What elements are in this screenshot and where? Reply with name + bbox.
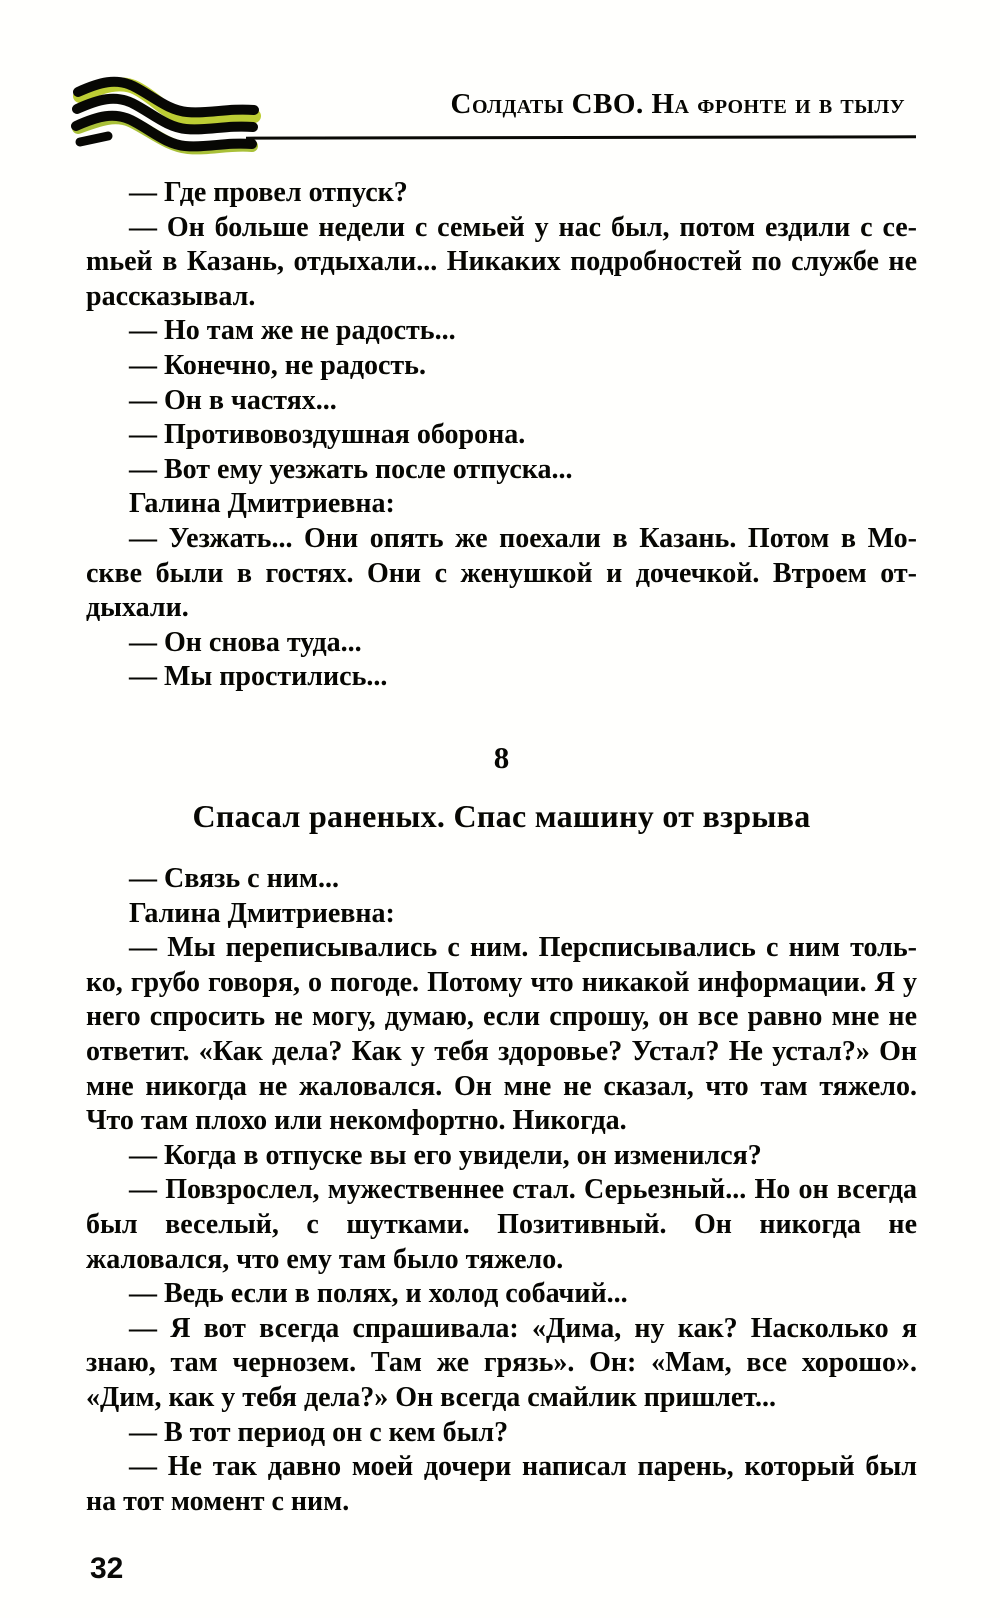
- paragraph: — Не так давно моей дочери написал парень, который был на тот момент с ним.: [86, 1451, 917, 1517]
- page-number: 32: [90, 1552, 124, 1585]
- paragraph: — Связь с ним...: [129, 863, 339, 894]
- chapter-number: 8: [493, 740, 510, 775]
- header-rule: [246, 135, 916, 139]
- paragraph: — Где провел отпуск?: [129, 177, 408, 208]
- paragraph: — Вот ему уезжать после отпуска...: [129, 453, 573, 485]
- paragraph: — Конечно, не радость.: [129, 349, 426, 381]
- paragraph: Галина Дмитриевна:: [129, 897, 395, 929]
- paragraph: — Я вот всегда спрашивала: «Дима, ну как? Насколько я знаю, там чернозем. Там же грязь». Он: «Мам, все хорошо». «Дим, как у тебя дела?» Он всегда смайлик пришлет...: [86, 1312, 917, 1413]
- paragraph: — Мы простились...: [129, 661, 388, 693]
- paragraph: — Повзрослел, мужественнее стал. Серьезный... Но он всегда был веселый, с шутками. Позитивный. Он никогда не жаловался, что ему там было тяжело.: [86, 1174, 917, 1275]
- dialogue-block-bottom: [86, 862, 917, 1519]
- paragraph: — Он снова туда...: [129, 626, 362, 658]
- paragraph: — В тот период он с кем был?: [129, 1416, 509, 1448]
- paragraph: — Он больше недели с семьей у нас был, потом ездили с сеmьей в Казань, отдыхали... Никаких подробностей по службе не рассказывал.: [86, 211, 917, 312]
- dialogue-block-top: [86, 176, 917, 695]
- flag-logo-icon: [70, 72, 265, 160]
- paragraph: — Мы переписывались с ним. Персписывались с ним только, грубо говоря, о погоде. Потому что никакой информации. Я у него спросить не могу, думаю, если спрошу, он все равно мне не ответит. «Как дела? Как у тебя здоровье? Устал? Не устал?» Он мне никогда не жаловался. Он мне не сказал, что там тяжело. Что там плохо или некомфортно. Никогда.: [86, 932, 917, 1137]
- paragraph: — Уезжать... Они опять же поехали в Казань. Потом в Москве были в гостях. Они с женушкой и дочечкой. Втроем отдыхали.: [86, 522, 917, 624]
- paragraph: — Противовоздушная оборона.: [129, 419, 526, 451]
- paragraph: — Когда в отпуске вы его увидели, он изменился?: [129, 1139, 762, 1171]
- running-header-title: Солдаты СВО. На фронте и в тылу: [450, 88, 905, 120]
- chapter-title: Спасал раненых. Спас машину от взрыва: [192, 798, 811, 834]
- paragraph: — Ведь если в полях, и холод собачий...: [129, 1278, 628, 1310]
- paragraph: — Но там же не радость...: [129, 315, 456, 347]
- paragraph: Галина Дмитриевна:: [129, 488, 395, 520]
- paragraph: — Он в частях...: [129, 384, 337, 416]
